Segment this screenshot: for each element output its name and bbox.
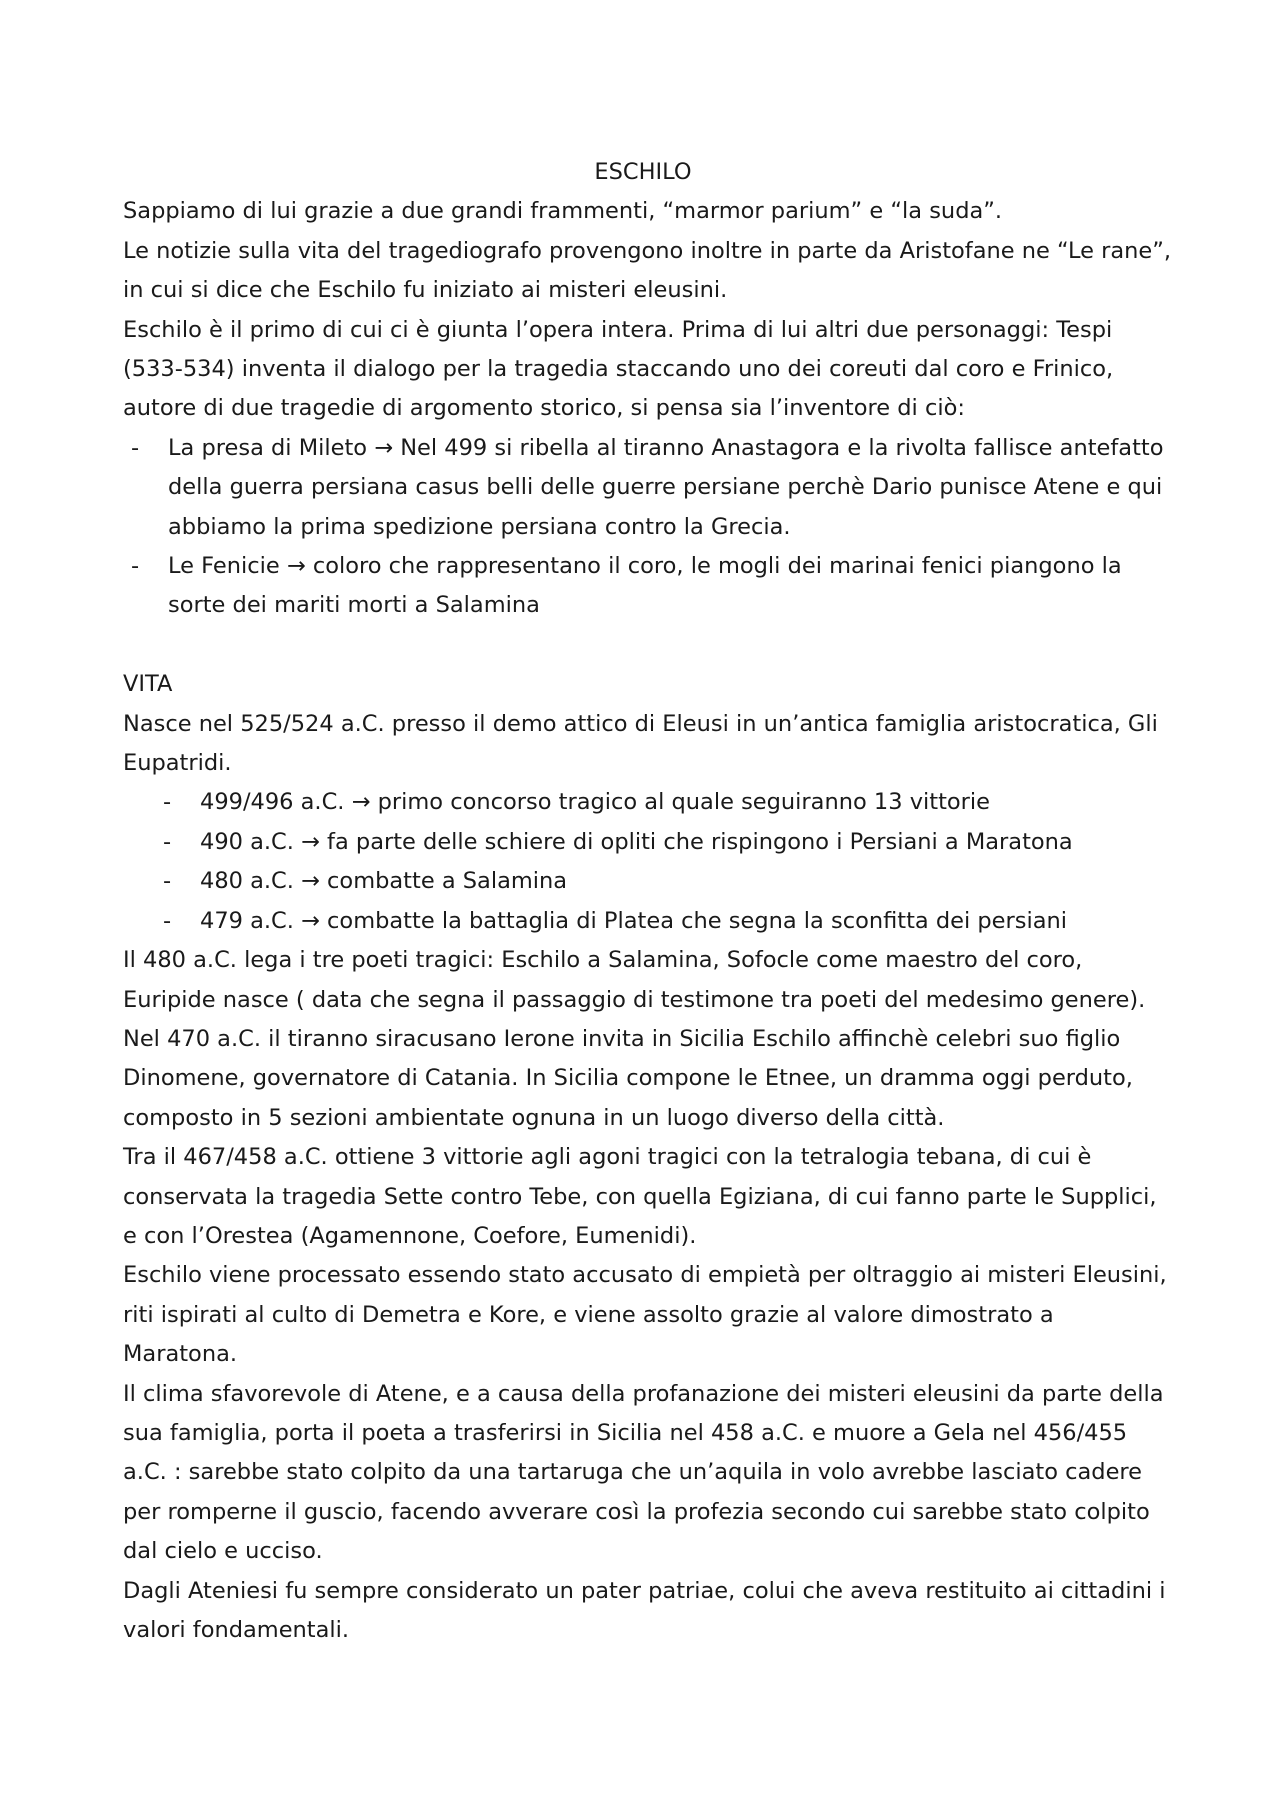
list-item <box>123 547 1173 626</box>
vita-paragraph-3: Tra il 467/458 a.C. ottiene 3 vittorie agli agoni tragici con la tetralogia tebana, di cui è conservata la tragedia Sette contro Tebe, con quella Egiziana, di cui fanno parte le Supplici, e con l’Orestea (Agamennone, Coefore, Eumenidi). <box>123 1144 1157 1249</box>
list-item-text: 480 a.C. → combatte a Salamina <box>200 868 568 895</box>
vita-paragraph-6: Dagli Ateniesi fu sempre considerato un pater patriae, colui che aveva restituito ai cittadini i valori fondamentali. <box>123 1577 1166 1644</box>
list-item-text: Le Fenicie → coloro che rappresentano il coro, le mogli dei marinai fenici piangono la sorte dei mariti morti a Salamina <box>168 553 1122 619</box>
vita-paragraph-4: Eschilo viene processato essendo stato accusato di empietà per oltraggio ai misteri Eleusini, riti ispirati al culto di Demetra e Kore, e viene assolto grazie al valore dimostrato a Maratona. <box>123 1262 1167 1368</box>
bullet-dash: - <box>131 434 140 461</box>
bullet-dash: - <box>163 828 172 855</box>
vita-paragraph-1: Il 480 a.C. lega i tre poeti tragici: Eschilo a Salamina, Sofocle come maestro del coro, Euripide nasce ( data che segna il passaggio di testimone tra poeti del medesimo genere). <box>123 947 1146 1013</box>
blank-line <box>123 626 1173 665</box>
vita-paragraph-2: Nel 470 a.C. il tiranno siracusano Ierone invita in Sicilia Eschilo affinchè celebri suo figlio Dinomene, governatore di Catania. In Sicilia compone le Etnee, un dramma oggi perduto, composto in 5 sezioni ambientate ognuna in un luogo diverso della città. <box>123 1025 1133 1131</box>
list-item <box>123 862 1173 901</box>
vita-birth-paragraph: Nasce nel 525/524 a.C. presso il demo attico di Eleusi in un’antica famiglia aristocratica, Gli Eupatridi. <box>123 710 1158 777</box>
list-item <box>123 429 1173 547</box>
intro-paragraph-1: Sappiamo di lui grazie a due grandi frammenti, “marmor parium” e “la suda”. <box>123 198 1003 225</box>
list-item <box>123 783 1173 822</box>
frinico-works-list <box>123 429 1173 626</box>
bullet-dash: - <box>163 789 172 816</box>
intro-paragraph-3: Eschilo è il primo di cui ci è giunta l’opera intera. Prima di lui altri due personaggi: Tespi (533-534) inventa il dialogo per la tragedia staccando uno dei coreuti dal coro e Frinico, autore di due tragedie di argomento storico, si pensa sia l’inventore di ciò: <box>123 316 1114 422</box>
bullet-dash: - <box>131 553 140 580</box>
bullet-dash: - <box>163 907 172 934</box>
intro-paragraph-2: Le notizie sulla vita del tragediografo provengono inoltre in parte da Aristofane ne “Le rane”, in cui si dice che Eschilo fu iniziato ai misteri eleusini. <box>123 237 1172 304</box>
list-item-text: 499/496 a.C. → primo concorso tragico al quale seguiranno 13 vittorie <box>200 789 991 816</box>
list-item-text: 479 a.C. → combatte la battaglia di Platea che segna la sconfitta dei persiani <box>200 907 1068 934</box>
document-title: ESCHILO <box>594 159 692 185</box>
list-item <box>123 823 1173 862</box>
bullet-dash: - <box>163 868 172 895</box>
list-item-text: 490 a.C. → fa parte delle schiere di opliti che rispingono i Persiani a Maratona <box>200 828 1073 855</box>
section-heading-vita: VITA <box>123 671 173 698</box>
vita-paragraph-5: Il clima sfavorevole di Atene, e a causa della profanazione dei misteri eleusini da parte della sua famiglia, porta il poeta a trasferirsi in Sicilia nel 458 a.C. e muore a Gela nel 456/455 a.C. : sarebbe stato colpito da una tartaruga che un’aquila in volo avrebbe lasciato cadere per romperne il guscio, facendo avverare così la profezia secondo cui sarebbe stato colpito dal cielo e ucciso. <box>123 1380 1164 1565</box>
list-item-text: La presa di Mileto → Nel 499 si ribella al tiranno Anastagora e la rivolta fallisce antefatto della guerra persiana casus belli delle guerre persiane perchè Dario punisce Atene e qui abbiamo la prima spedizione persiana contro la Grecia. <box>168 434 1164 540</box>
list-item <box>123 902 1173 941</box>
document-body <box>123 153 1173 1650</box>
vita-timeline-list <box>123 783 1173 941</box>
